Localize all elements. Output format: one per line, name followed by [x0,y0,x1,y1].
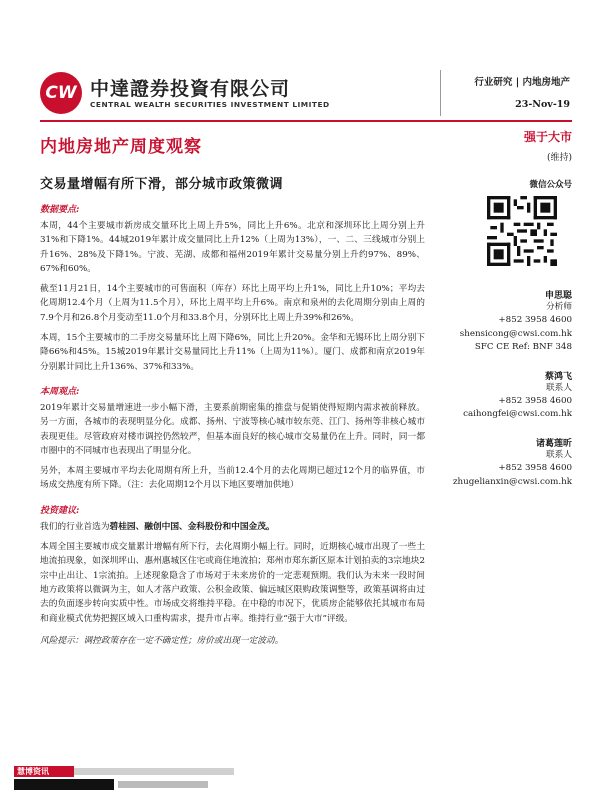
qr-code-icon[interactable] [487,196,557,266]
company-logo: CW [40,72,82,114]
sidebar [432,128,572,489]
data-paragraph-3: 本周，15个主要城市的二手房交易量环比上周下降6%，同比上升20%。金华和无锡环比上周分别下降66%和45%。15城2019年累计交易量同比上升11%（上周为11%）。厦门、成都和南京2019年分别累计同比上升136%、37%和33%。 [40,333,425,372]
risk-warning: 风险提示：调控政策存在一定不确定性；房价或出现一定波动。 [40,635,284,646]
invest-paragraph: 本周全国主要城市成交量累计增幅有所下行，去化周期小幅上行。同时，近期核心城市出现了一些土地流拍现象，如深圳坪山、惠州惠城区住宅或商住地流拍；郑州市郑东新区原本计划拍卖的3宗地块2宗中止出让、1宗流拍。上述现象隐含了市场对于未来房价的一定悲观预期。我们认为未来一段时间地方政策将以微调为主，如人才落户政策、公积金政策、偏远城区限购政策调整等，政策基调将由过去的负面逐步转向实质中性。市场成交将维持平稳。在中稳的市况下，优质房企能够依托其城市布局和商业模式优势把握区域入口重构需求，提升市占率。维持行业“强于大市”评级。 [40,542,425,624]
analyst-role: 联系人 [545,449,572,460]
analyst-card-3 [432,436,572,489]
report-title: 内地房地产周度观察 [40,137,202,157]
analyst-email[interactable]: caihongfei@cwsi.com.hk [463,409,572,420]
analyst-role: 联系人 [545,382,572,393]
analyst-name: 诸葛莲昕 [535,438,572,449]
data-section-heading: 数据要点: [40,205,80,215]
view-section-heading: 本周观点: [40,386,80,397]
invest-picks: 碧桂园、融创中国、金科股份和中国金茂。 [109,521,275,532]
header-divider [440,70,441,116]
rating: 强于大市 [523,130,572,144]
report-subtitle: 交易量增幅有所下滑，部分城市政策微调 [40,177,284,192]
analyst-phone: +852 3958 4600 [498,396,572,407]
analyst-email[interactable]: shensicong@cwsi.com.hk [459,328,572,339]
analyst-phone: +852 3958 4600 [498,463,572,474]
report-type: 行业研究 | 内地房地产 [474,77,570,88]
invest-intro: 我们的行业首选为 [40,521,110,532]
analyst-phone: +852 3958 4600 [498,315,572,326]
invest-section-heading: 投资建议: [40,505,80,516]
invest-picks-line [40,520,425,534]
footer-blurred-text-2 [118,781,208,788]
company-name-en: CENTRAL WEALTH SECURITIES INVESTMENT LIMITED [90,100,330,109]
view-paragraph-1: 2019年累计交易量增速进一步小幅下滑，主要系前期密集的推盘与促销使得短期内需求被前释放。另一方面，各城市的表现明显分化。成都、扬州、宁波等核心城市较东莞、江门、扬州等非核心城市表现更佳。尽管政府对楼市调控仍然较严，但基本面良好的核心城市交易量仍在上升。同时，同一都市圈中的不同城市也表现出了明显分化。 [40,402,425,456]
header-rule-red [40,120,572,122]
analyst-license: SFC CE Ref: BNF 348 [474,342,572,353]
footer-tag: 慧博资讯 [14,766,74,777]
wechat-label: 微信公众号 [529,180,572,190]
analyst-name: 蔡鸿飞 [544,371,572,382]
view-paragraph-2: 另外，本周主要城市平均去化周期有所上升，当前12.4个月的去化周期已超过12个月的临界值，市场成交热度有所下降。（注：去化周期12个月以下地区要增加供地） [40,466,425,491]
rating-status: (维持) [546,153,572,163]
report-date: 23-Nov-19 [515,99,570,110]
report-header [0,0,612,118]
data-paragraph-2: 截至11月21日，14个主要城市的可售面积（库存）环比上周平均上升1%，同比上升10%；平均去化周期12.4个月（上周为11.5个月），环比上周平均上升6%。南京和泉州的去化周期分别由上周的7.9个月和26.8个月变动至11.0个月和33.8个月，分别环比上周上升39%和26%。 [40,284,425,323]
analyst-email[interactable]: zhugelianxin@cwsi.com.hk [452,476,572,487]
analyst-card-2 [432,369,572,422]
analyst-role: 分析师 [545,302,572,312]
analyst-card-1 [432,288,572,355]
company-name-cn: 中達證券投資有限公司 [90,78,291,100]
data-paragraph-1: 本周，44个主要城市新房成交量环比上周上升5%，同比上升6%。北京和深圳环比上周分别上升31%和下降1%。44城2019年累计成交量同比上升12%（上周为13%），一、二、三线城市分别上升16%、28%及下降1%。宁波、芜湖、成都和福州2019年累计交易量分别上升约97%、89%、67%和60%。 [40,221,425,274]
footer-black-bar [14,779,114,790]
page-footer [0,764,612,792]
main-column [40,128,425,646]
footer-blurred-text [74,768,234,775]
analyst-name: 申思聪 [544,291,572,301]
